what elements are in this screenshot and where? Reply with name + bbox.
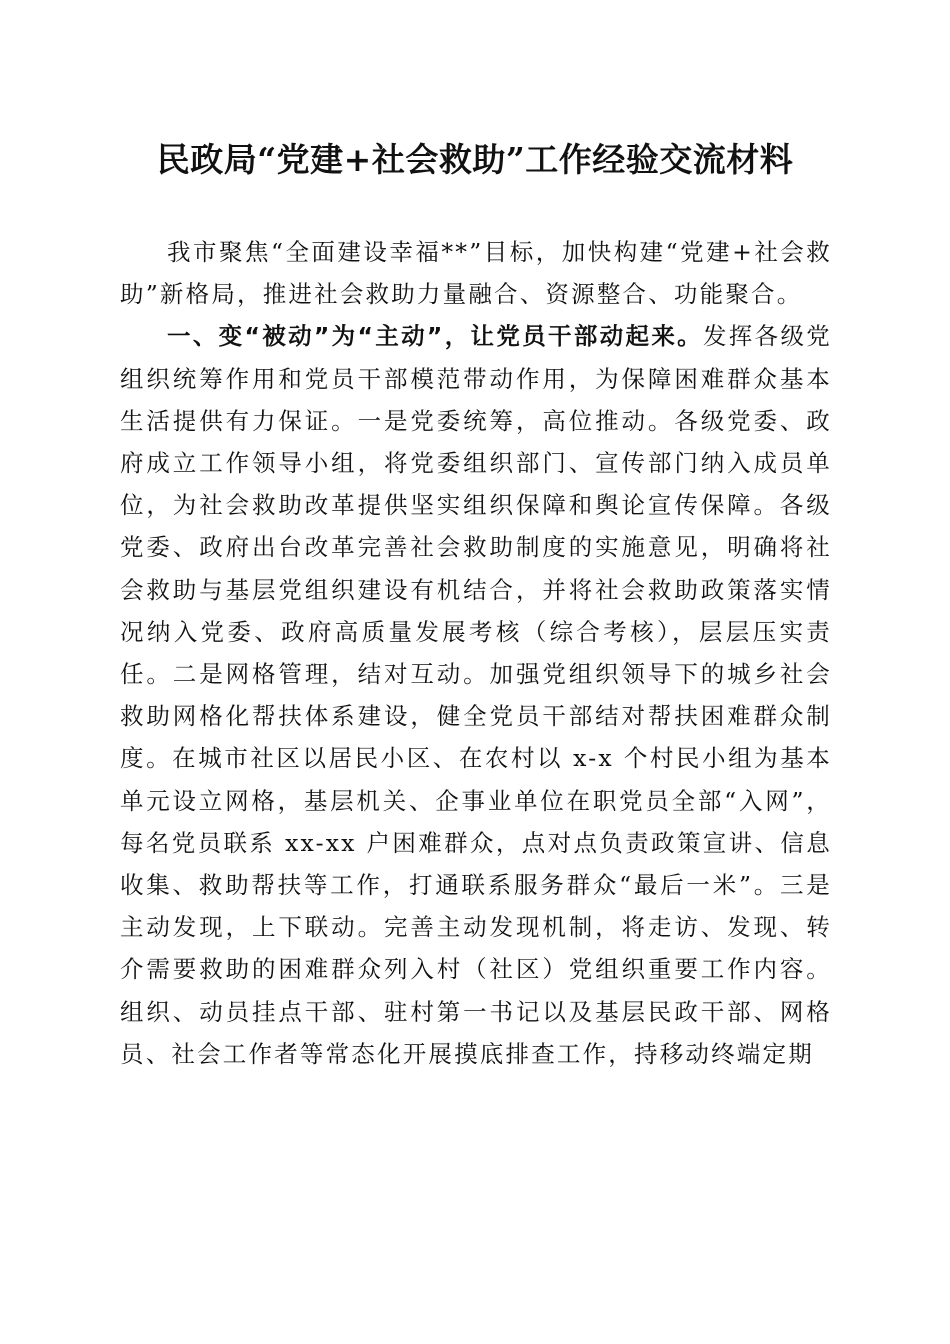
intro-paragraph: 我市聚焦“全面建设幸福**”目标，加快构建“党建+社会救助”新格局，推进社会救助力量融合、资源整合、功能聚合。 <box>120 238 832 309</box>
section-1-body: 发挥各级党组织统筹作用和党员干部模范带动作用，为保障困难群众基本生活提供有力保证。一是党委统筹，高位推动。各级党委、政府成立工作领导小组，将党委组织部门、宣传部门纳入成员单位，为社会救助改革提供坚实组织保障和舆论宣传保障。各级党委、政府出台改革完善社会救助制度的实施意见，明确将社会救助与基层党组织建设有机结合，并将社会救助政策落实情况纳入党委、政府高质量发展考核（综合考核），层层压实责任。二是网格管理，结对互动。加强党组织领导下的城乡社会救助网格化帮扶体系建设，健全党员干部结对帮扶困难群众制度。在城市社区以居民小区、在农村以 x-x 个村民小组为基本单元设立网格，基层机关、企事业单位在职党员全部“入网”，每名党员联系 xx-xx 户困难群众，点对点负责政策宣讲、信息收集、救助帮扶等工作，打通联系服务群众“最后一米”。三是主动发现，上下联动。完善主动发现机制，将走访、发现、转介需要救助的困难群众列入村（社区）党组织重要工作内容。组织、动员挂点干部、驻村第一书记以及基层民政干部、网格员、社会工作者等常态化开展摸底排查工作，持移动终端定期 <box>120 322 832 1068</box>
section-1-heading: 一、变“被动”为“主动”，让党员干部动起来。 <box>167 322 703 351</box>
document-title: 民政局“党建+社会救助”工作经验交流材料 <box>156 140 794 179</box>
section-1-paragraph <box>120 315 832 1075</box>
document-body <box>120 231 832 1075</box>
